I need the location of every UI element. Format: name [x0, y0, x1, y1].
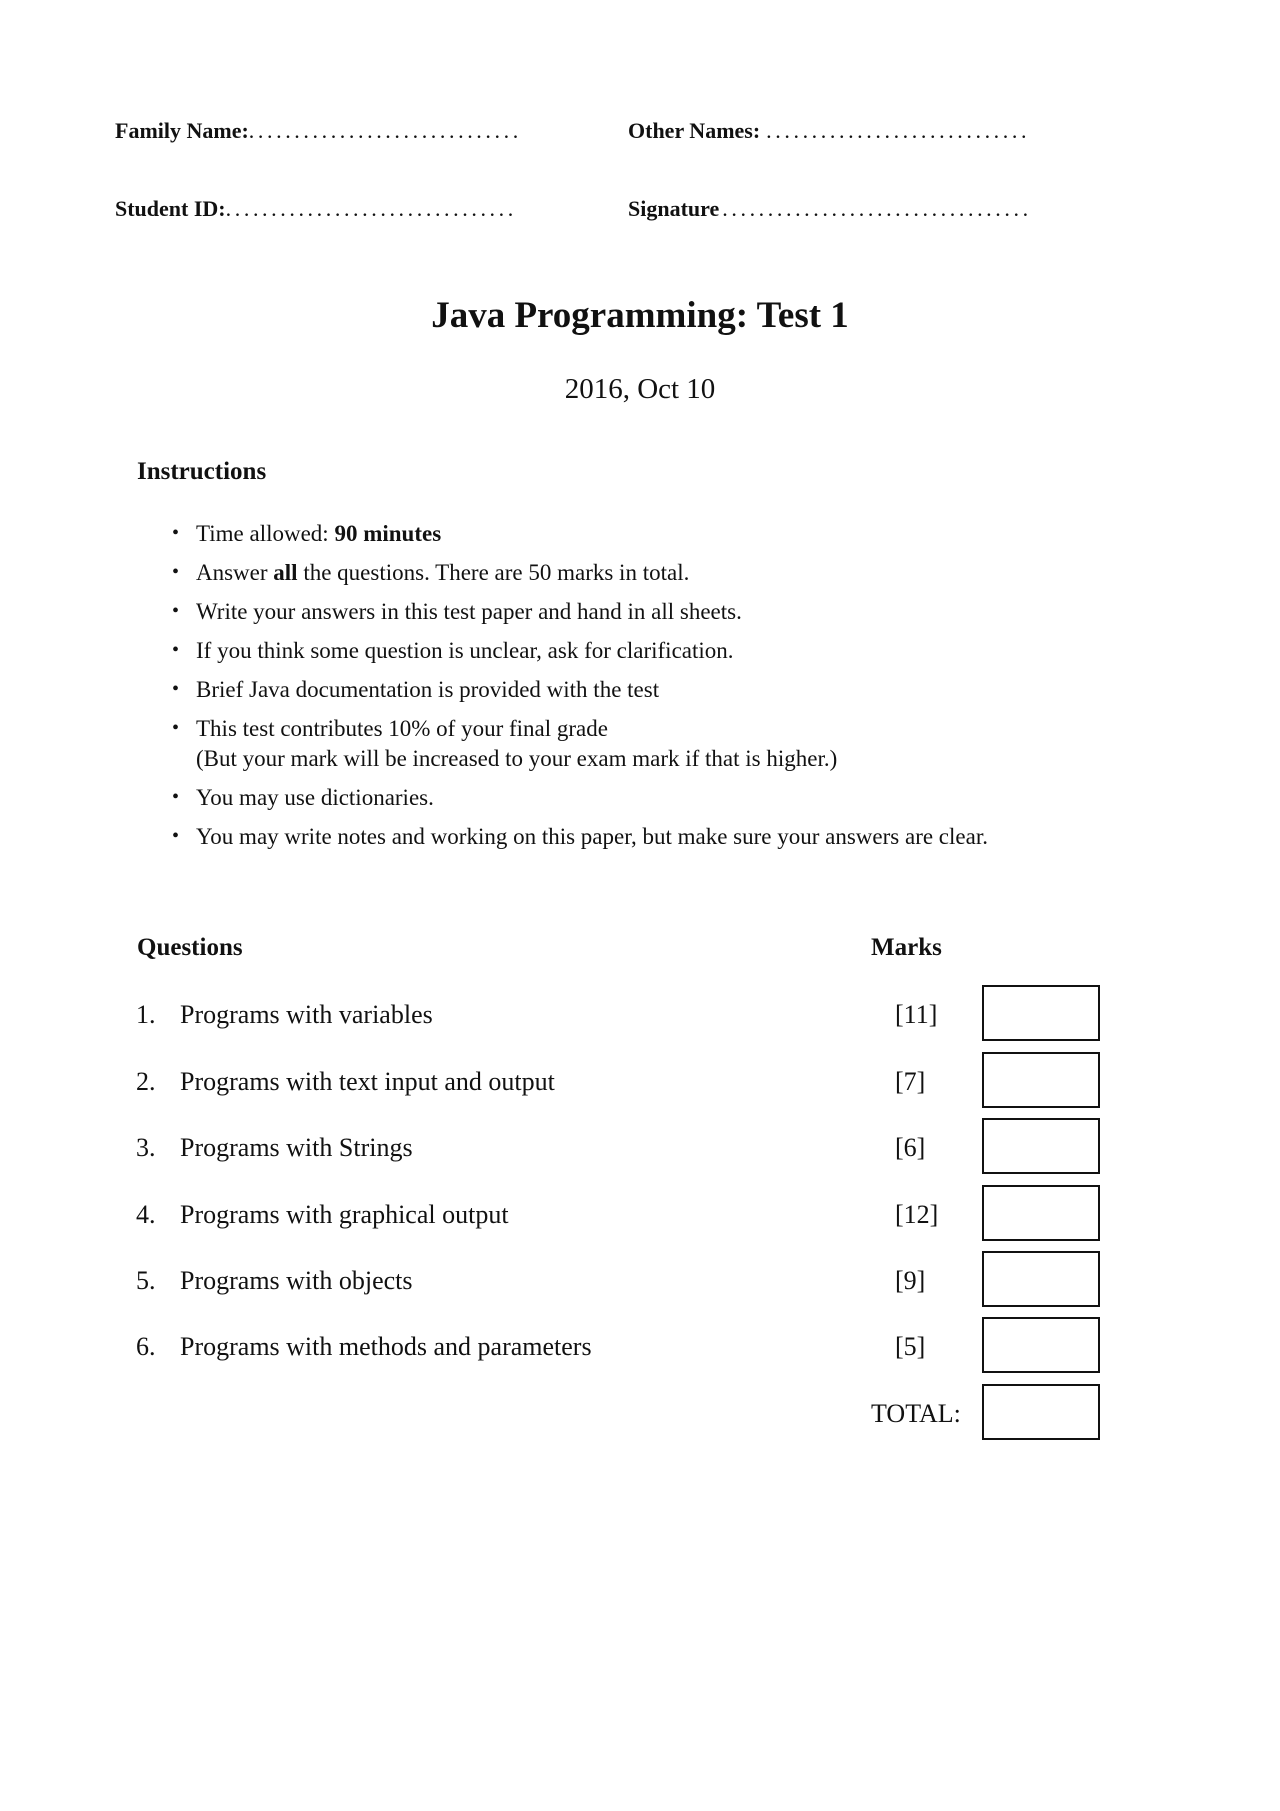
student-id-field: [115, 196, 517, 222]
question-title: Programs with Strings: [180, 1133, 413, 1162]
instruction-text: Answer: [196, 560, 274, 585]
other-names-field: [628, 118, 1030, 144]
question-title: Programs with variables: [180, 1000, 433, 1029]
question-marks: [12]: [895, 1200, 939, 1229]
instruction-text: You may write notes and working on this paper, but make sure your answers are clear.: [196, 824, 988, 849]
instruction-text: If you think some question is unclear, ask for clarification.: [196, 638, 734, 663]
question-number: 3.: [136, 1133, 156, 1162]
question-marks: [6]: [895, 1133, 926, 1162]
question-title: Programs with methods and parameters: [180, 1332, 592, 1361]
instruction-text: This test contributes 10% of your final grade: [196, 716, 608, 741]
score-box[interactable]: [982, 1251, 1100, 1307]
bullet-icon: •: [172, 639, 180, 661]
instruction-emphasis: all: [273, 560, 298, 585]
instruction-emphasis: 90 minutes: [334, 521, 442, 546]
question-marks: [9]: [895, 1266, 926, 1295]
question-title: Programs with text input and output: [180, 1067, 555, 1096]
bullet-icon: •: [172, 825, 180, 847]
signature-field: [628, 196, 1032, 222]
score-box[interactable]: [982, 1052, 1100, 1108]
question-number: 2.: [136, 1067, 156, 1096]
question-marks: [7]: [895, 1067, 926, 1096]
page-title: Java Programming: Test 1: [431, 295, 849, 336]
instruction-text: Time allowed:: [196, 521, 335, 546]
total-score-box[interactable]: [982, 1384, 1100, 1440]
signature-dots[interactable]: ..................................: [722, 196, 1032, 221]
signature-label: Signature: [628, 196, 720, 221]
instruction-text: Brief Java documentation is provided with the test: [196, 677, 660, 702]
bullet-icon: •: [172, 561, 180, 583]
other-names-dots[interactable]: .............................: [766, 118, 1031, 143]
total-label: TOTAL:: [871, 1399, 961, 1428]
student-id-label: Student ID:: [115, 196, 226, 221]
score-box[interactable]: [982, 1317, 1100, 1373]
instruction-text: the questions. There are 50 marks in total.: [297, 560, 690, 585]
score-box[interactable]: [982, 1185, 1100, 1241]
question-number: 1.: [136, 1000, 156, 1029]
question-number: 5.: [136, 1266, 156, 1295]
instructions-heading: Instructions: [137, 458, 267, 485]
question-marks: [5]: [895, 1332, 926, 1361]
score-box[interactable]: [982, 985, 1100, 1041]
other-names-label: Other Names:: [628, 118, 761, 143]
score-box[interactable]: [982, 1118, 1100, 1174]
bullet-icon: •: [172, 678, 180, 700]
student-id-dots[interactable]: ................................: [225, 196, 517, 221]
family-name-field: [115, 118, 522, 144]
question-number: 4.: [136, 1200, 156, 1229]
test-date: 2016, Oct 10: [564, 373, 716, 405]
bullet-icon: •: [172, 717, 180, 739]
instruction-text: Write your answers in this test paper and hand in all sheets.: [196, 599, 742, 624]
question-title: Programs with objects: [180, 1266, 413, 1295]
instruction-text-line2: (But your mark will be increased to your exam mark if that is higher.): [196, 746, 838, 771]
questions-heading: Questions: [137, 934, 243, 961]
question-marks: [11]: [895, 1000, 938, 1029]
question-number: 6.: [136, 1332, 156, 1361]
question-title: Programs with graphical output: [180, 1200, 509, 1229]
family-name-dots[interactable]: ..............................: [248, 118, 522, 143]
family-name-label: Family Name:: [115, 118, 249, 143]
instruction-text: You may use dictionaries.: [196, 785, 434, 810]
bullet-icon: •: [172, 522, 180, 544]
bullet-icon: •: [172, 600, 180, 622]
marks-heading: Marks: [871, 934, 942, 961]
bullet-icon: •: [172, 786, 180, 808]
